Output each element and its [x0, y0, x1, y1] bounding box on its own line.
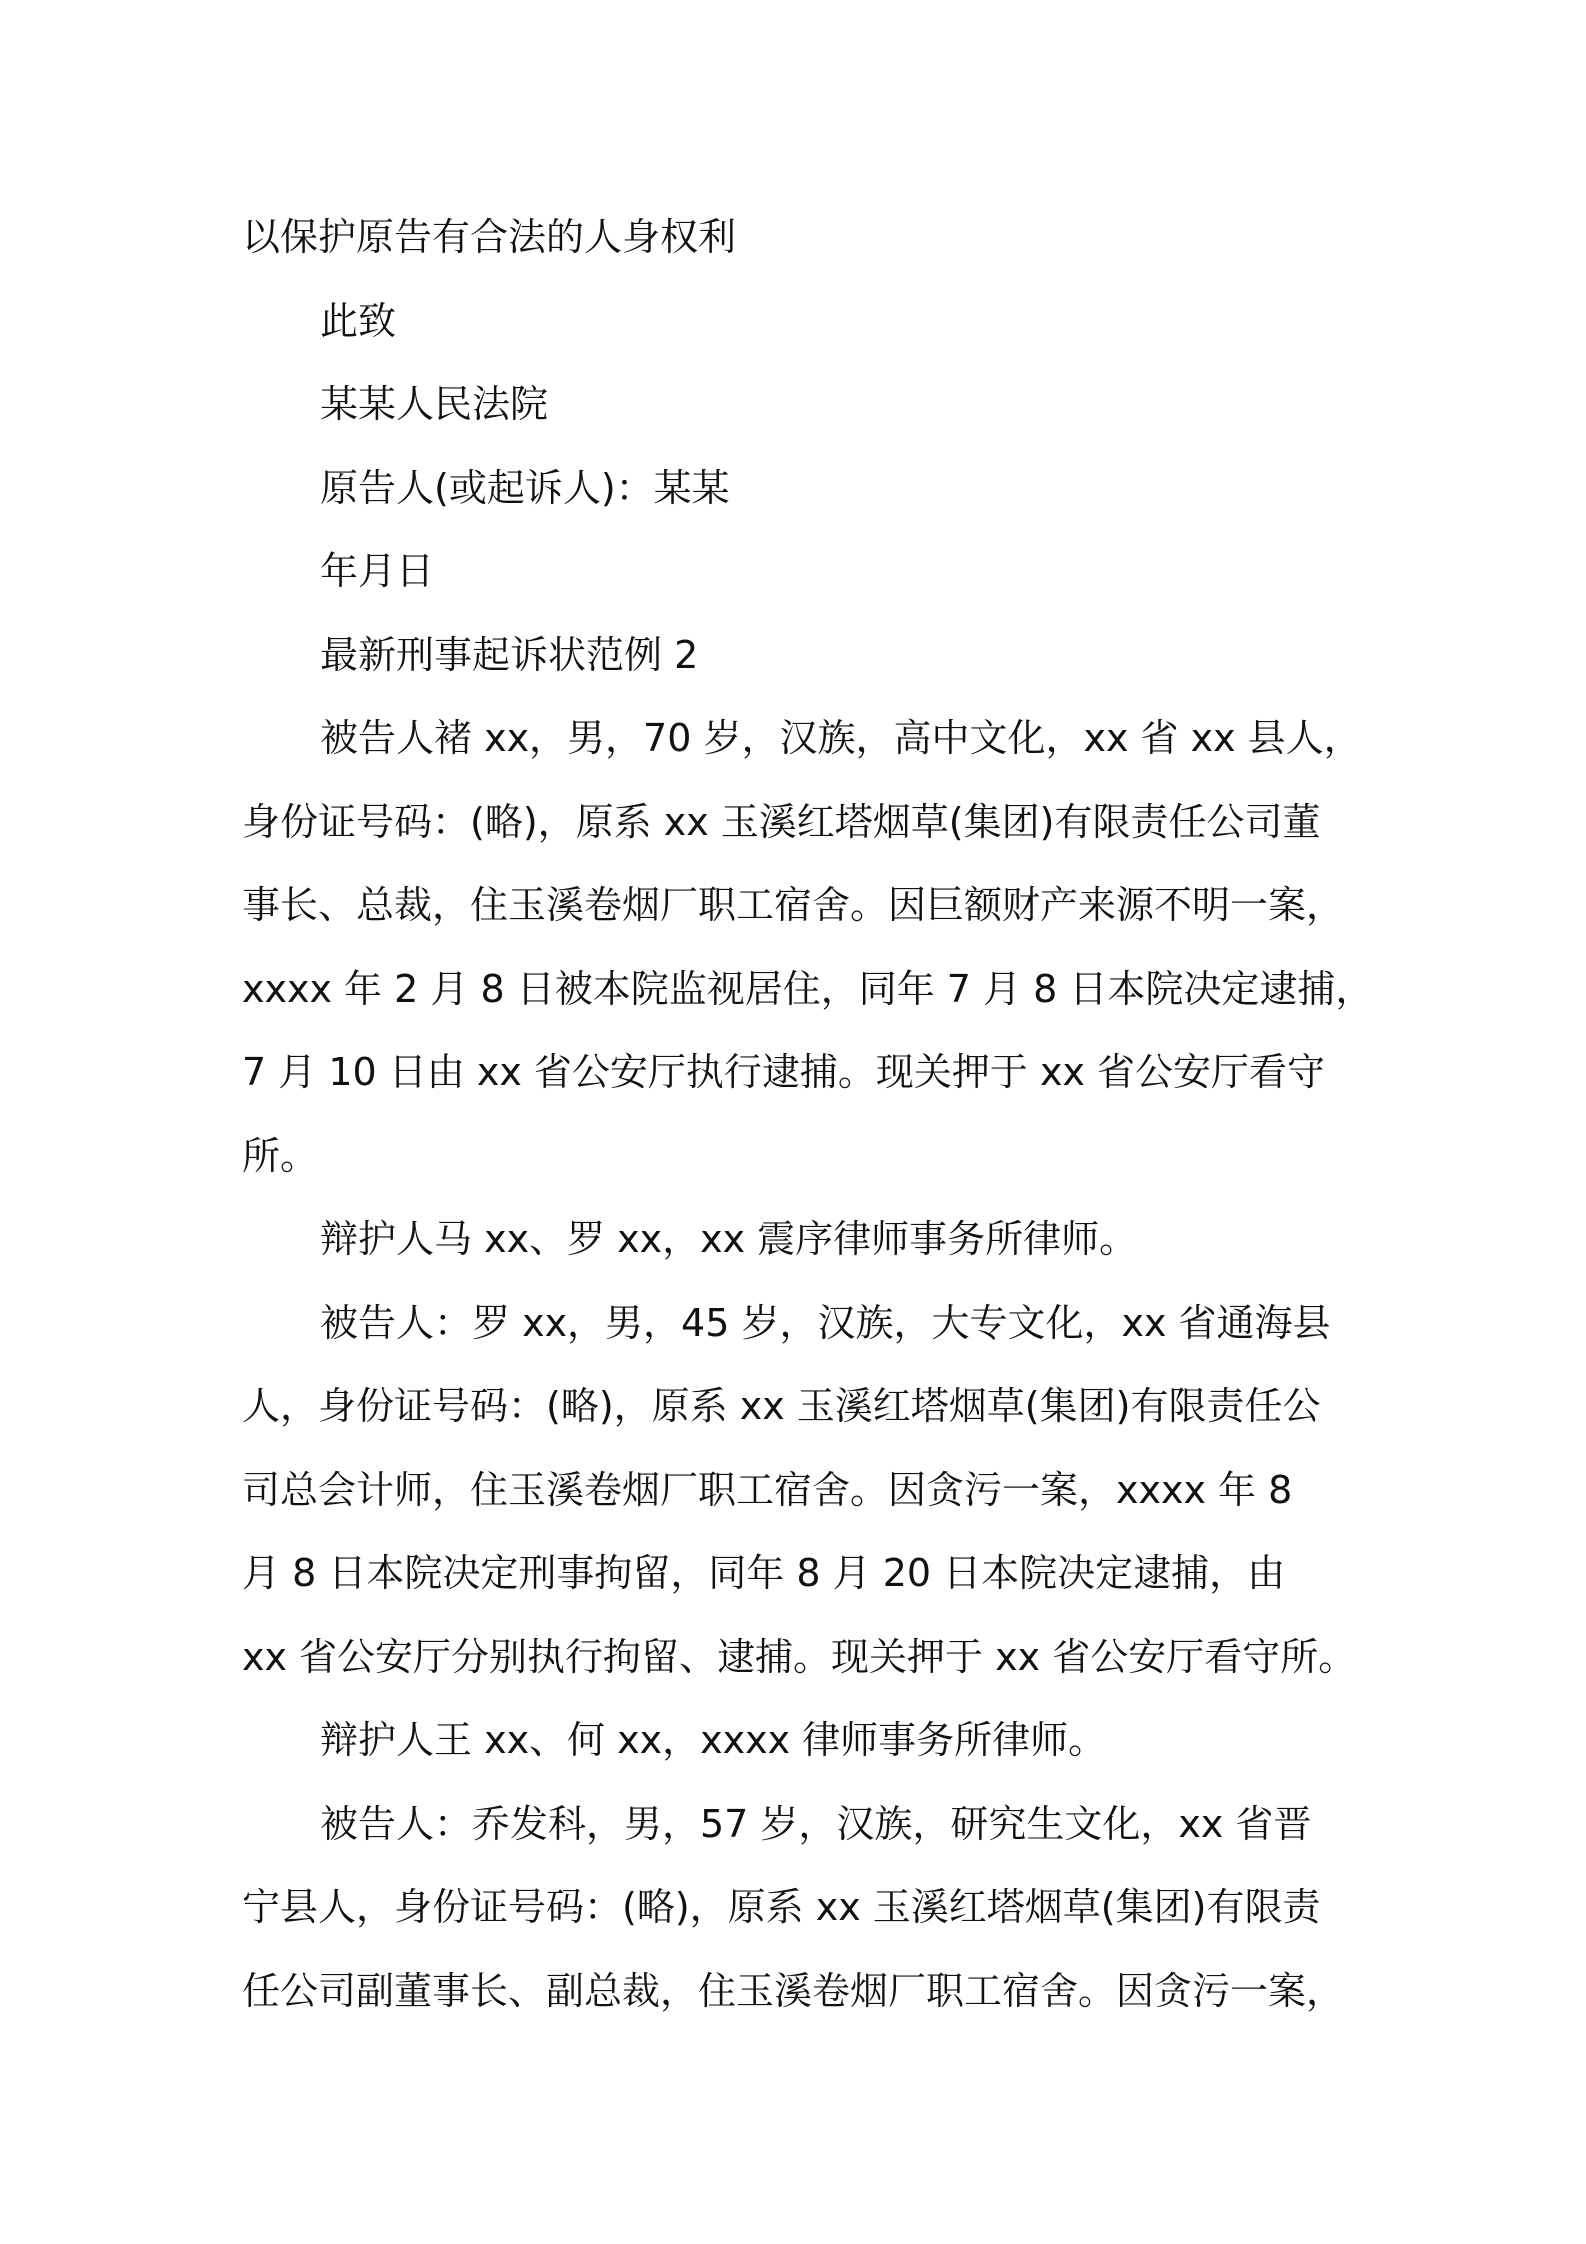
document-page [242, 196, 1374, 2033]
text-line: 任公司副董事长、副总裁，住玉溪卷烟厂职工宿舍。因贪污一案， [242, 1968, 1345, 2013]
text-line: 月 8 日本院决定刑事拘留，同年 8 月 20 日本院决定逮捕，由 [242, 1551, 1286, 1595]
text-line: 被告人褚 xx，男，70 岁，汉族，高中文化，xx 省 xx 县人， [320, 716, 1362, 760]
text-line: 此致 [320, 298, 397, 343]
text-line: 以保护原告有合法的人身权利 [242, 215, 737, 259]
text-line: 宁县人，身份证号码：(略)，原系 xx 玉溪红塔烟草(集团)有限责 [242, 1885, 1321, 1929]
text-line: xxxx 年 2 月 8 日被本院监视居住，同年 7 月 8 日本院决定逮捕， [242, 966, 1374, 1011]
text-line: 辩护人王 xx、何 xx，xxxx 律师事务所律师。 [320, 1718, 1107, 1762]
text-line: 原告人(或起诉人)：某某 [320, 465, 730, 510]
text-line: 所。 [242, 1133, 319, 1178]
text-line: 辩护人马 xx、罗 xx，xx 震序律师事务所律师。 [320, 1217, 1138, 1261]
text-line: 司总会计师，住玉溪卷烟厂职工宿舍。因贪污一案，xxxx 年 8 [242, 1467, 1293, 1512]
text-line: 某某人民法院 [320, 382, 549, 426]
text-line: 身份证号码：(略)，原系 xx 玉溪红塔烟草(集团)有限责任公司董 [242, 799, 1321, 844]
text-line: 被告人：罗 xx，男，45 岁，汉族，大专文化，xx 省通海县 [320, 1300, 1331, 1345]
text-line: 最新刑事起诉状范例 2 [320, 632, 699, 677]
text-line: 年月日 [320, 549, 435, 593]
text-line: xx 省公安厅分别执行拘留、逮捕。现关押于 xx 省公安厅看守所。 [242, 1634, 1357, 1679]
text-line: 被告人：乔发科，男，57 岁，汉族，研究生文化，xx 省晋 [320, 1801, 1312, 1846]
text-line: 事长、总裁，住玉溪卷烟厂职工宿舍。因巨额财产来源不明一案， [242, 883, 1345, 927]
text-line: 7 月 10 日由 xx 省公安厅执行逮捕。现关押于 xx 省公安厅看守 [242, 1050, 1326, 1094]
text-line: 人，身份证号码：(略)，原系 xx 玉溪红塔烟草(集团)有限责任公 [242, 1384, 1321, 1428]
